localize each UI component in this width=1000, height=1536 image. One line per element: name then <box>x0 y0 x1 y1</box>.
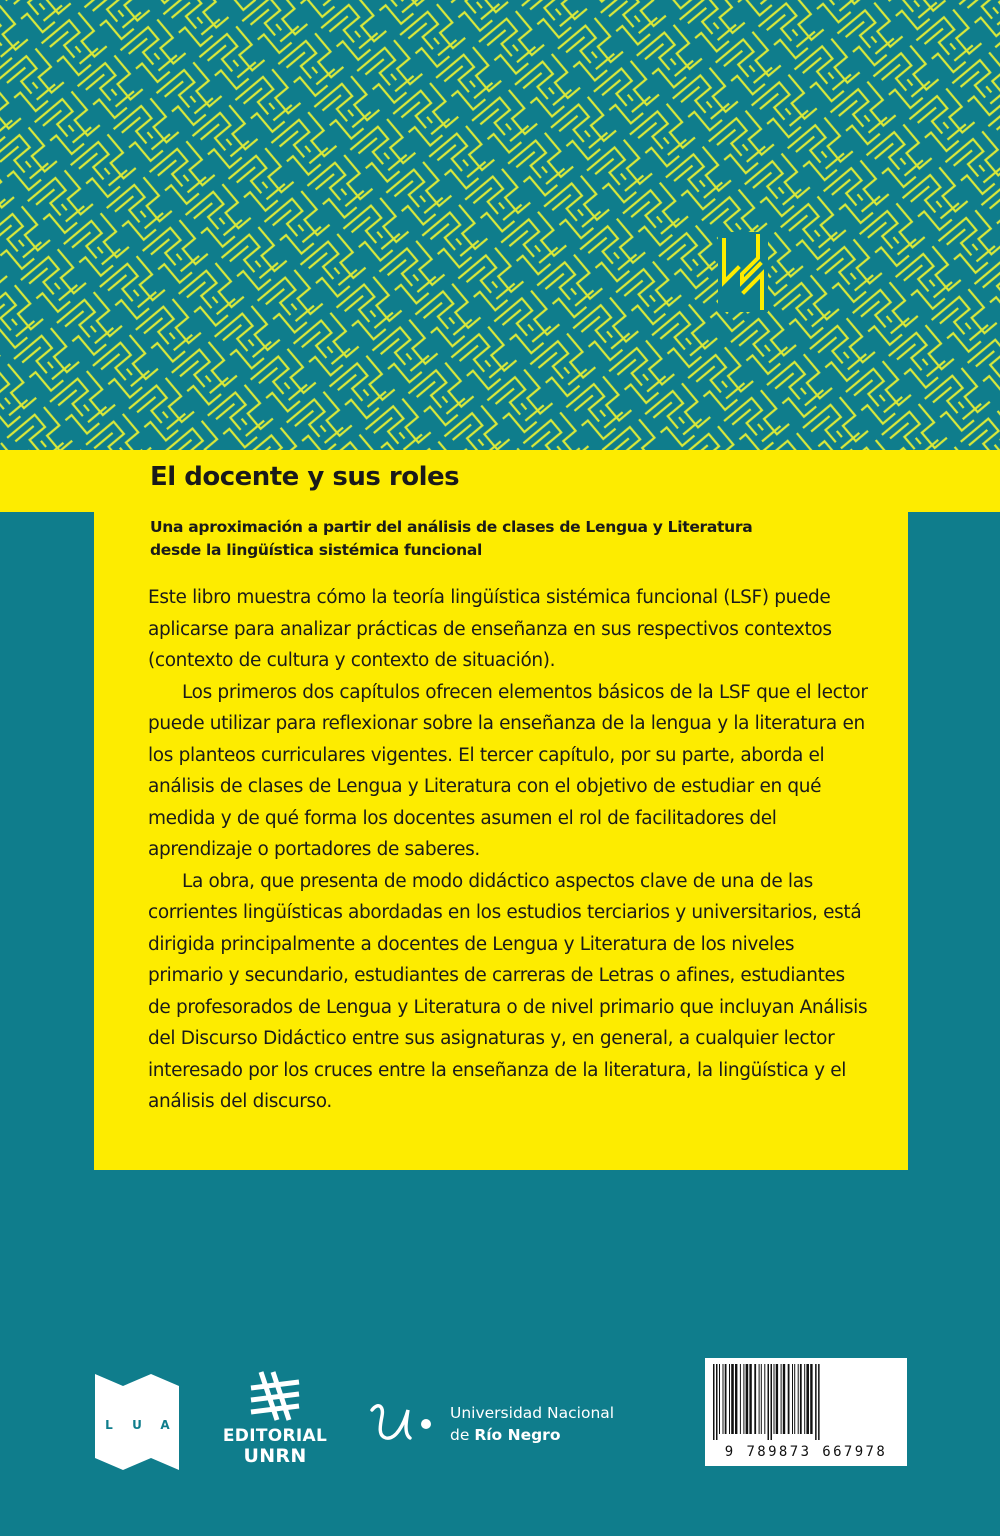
lua-letter-a: A <box>160 1418 170 1432</box>
barcode-bar <box>735 1364 737 1434</box>
universidad-rio-negro-logo <box>368 1400 648 1460</box>
lsf-series-logo <box>718 232 768 312</box>
synopsis-paragraph: La obra, que presenta de modo didáctico aspectos clave de una de las corrientes lingüísticas abordadas en los estudios terciarios y universitarios, está dirigida principalmente a docentes de Lengua y Literatura de los niveles primario y secundario, estudiantes de carreras de Letras o afines, estudiantes de profesorados de Lengua y Literatura o de nivel primario que incluyan Análisis del Discurso Didáctico entre sus asignaturas y, en general, a cualquier lector interesado por los cruces entre la enseñanza de la literatura, la lingüística y el análisis del discurso. <box>148 870 868 1112</box>
barcode-bar <box>783 1364 785 1434</box>
isbn-number: 9 789873 667978 <box>724 1444 888 1460</box>
barcode-bar <box>768 1364 770 1440</box>
barcode-bar <box>754 1364 756 1434</box>
barcode-bar <box>749 1364 751 1434</box>
barcode-bar <box>788 1364 790 1434</box>
barcode-bar <box>723 1364 724 1434</box>
unrn-name <box>450 1402 614 1446</box>
unrn-u-icon <box>368 1400 438 1450</box>
barcode-bar <box>719 1364 720 1434</box>
maze-pattern-background <box>0 0 1000 450</box>
barcode-bar <box>781 1364 782 1434</box>
barcode-bar <box>759 1364 760 1434</box>
barcode-bar <box>713 1364 715 1440</box>
editorial-label: EDITORIAL <box>222 1426 328 1446</box>
barcode-bar <box>764 1364 765 1434</box>
barcode-bar <box>761 1364 762 1434</box>
lua-letter-l: L <box>105 1418 113 1432</box>
synopsis-paragraph: Los primeros dos capítulos ofrecen elementos básicos de la LSF que el lector puede utilizar para reflexionar sobre la enseñanza de la lengua y la literatura en los planteos curriculares vigentes. El tercer capítulo, por su parte, aborda el análisis de clases de Lengua y Literatura con el objetivo de estudiar en qué medida y de qué forma los docentes asumen el rol de facilitadores del aprendizaje o portadores de saberes. <box>148 681 868 860</box>
barcode-bar <box>725 1364 727 1434</box>
barcode-bar <box>794 1364 795 1434</box>
barcode-bar <box>815 1364 817 1440</box>
barcode-bar <box>810 1364 812 1434</box>
barcode-bar <box>818 1364 820 1440</box>
barcode-bar <box>731 1364 734 1434</box>
unrn-line-1: Universidad Nacional <box>450 1404 615 1422</box>
editorial-hash-icon <box>247 1370 303 1422</box>
barcode-bar <box>806 1364 809 1434</box>
isbn-barcode <box>705 1358 907 1466</box>
barcode-bar <box>804 1364 805 1434</box>
subtitle-line-2: desde la lingüística sistémica funcional <box>150 541 483 559</box>
barcode-bar <box>798 1364 799 1434</box>
barcode-bar <box>792 1364 793 1434</box>
unrn-line-2-prefix: de <box>450 1426 475 1444</box>
barcode-bars <box>711 1364 901 1440</box>
editorial-unrn-logo <box>220 1370 330 1480</box>
barcode-bar <box>740 1364 741 1434</box>
barcode-bar <box>771 1364 773 1440</box>
barcode-bar <box>776 1364 778 1434</box>
barcode-bar <box>746 1364 749 1434</box>
unrn-label: UNRN <box>243 1445 307 1467</box>
book-title: El docente y sus roles <box>150 462 460 492</box>
lua-letter-u: U <box>132 1418 142 1432</box>
book-synopsis <box>148 582 868 1118</box>
subtitle-line-1: Una aproximación a partir del análisis de clases de Lengua y Literatura <box>150 518 753 536</box>
barcode-bar <box>800 1364 802 1434</box>
barcode-bar <box>743 1364 744 1434</box>
barcode-bar <box>729 1364 730 1434</box>
book-subtitle <box>150 516 790 562</box>
barcode-bar <box>774 1364 775 1434</box>
synopsis-paragraph: Este libro muestra cómo la teoría lingüística sistémica funcional (LSF) puede aplicarse para analizar prácticas de enseñanza en sus respectivos contextos (contexto de cultura y contexto de situación). <box>148 587 832 671</box>
barcode-bar <box>716 1364 718 1440</box>
lua-logo <box>95 1374 179 1470</box>
unrn-line-2-bold: Río Negro <box>474 1426 561 1444</box>
